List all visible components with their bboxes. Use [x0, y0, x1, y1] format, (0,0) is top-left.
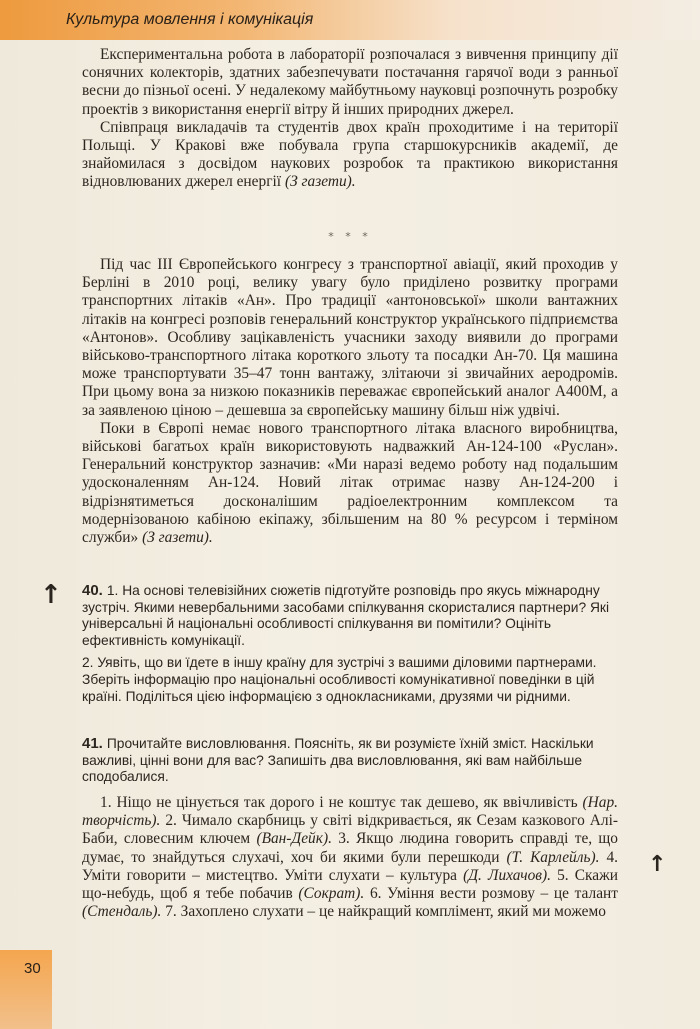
up-arrow-icon: ↑ — [40, 580, 62, 610]
task-40 — [82, 583, 626, 711]
article-middle — [82, 256, 618, 547]
paragraph: Під час ІІІ Європейського конгресу з транспортної авіації, який проходив у Берліні в 2010 році, велику увагу було приділено розвитку програми транспортних літаків «Ан». Про традиції «антоновської» школи вантажних літаків на конгресі розповів генеральний конструктор українського підприємства «Антонов». Особливу зацікавленість учасники заходу виявили до програми військово-транспортного літака короткого зльоту та посадки Ан-70. Ця машина може транспортувати 35–47 тонн вантажу, злітаючи зі звичайних аеродромів. При цьому вона за низкою показників переважає європейський аналог А400М, а за заявленою ціною – дешевша за європейську машину більш ніж удвічі. — [82, 256, 618, 419]
task-number: 41. — [82, 735, 103, 752]
task-text: Прочитайте висловлювання. Поясніть, як ви розумієте їхній зміст. Наскільки важливі, цінні вони для вас? Запишіть два висловлювання, які вам найбільше сподобалися. — [82, 736, 594, 785]
task-number: 40. — [82, 582, 103, 599]
paragraph: Експериментальна робота в лабораторії розпочалася з вивчення принципу дії сонячних колекторів, здатних забезпечувати постачання гарячої води з ранньої весни до пізньої осені. У недалекому майбутньому науковці розпочнуть розробку проектів з використання енергії вітру й інших природних джерел. — [82, 46, 618, 118]
page-number: 30 — [24, 960, 41, 977]
up-arrow-icon: ↑ — [648, 852, 667, 877]
task-41 — [82, 736, 626, 792]
task-item: 2. Уявіть, що ви їдете в іншу країну для зустрічі з вашими діловими партнерами. Зберіть інформацію про національні особливості комунікативної поведінки в цій країні. Поділіться цією інформацією з однокласниками, друзями чи рідними. — [82, 655, 597, 704]
quotes-block — [82, 794, 618, 921]
quotes-paragraph: 1. Ніщо не цінується так дорого і не коштує так дешево, як ввічливість (Нар. творчість). 2. Чимало скарбниць у світі відкривається, як Сезам казкового Алі-Баби, словесним ключем (Ван-Дейк). 3. Якщо людина говорить справді те, що думає, то знайдуться слухачі, хоч би якими були перешкоди (Т. Карлейль). 4. Уміти говорити – мистецтво. Уміти слухати – культура (Д. Лихачов). 5. Скажи що-небудь, щоб я тебе побачив (Сократ). 6. Уміння вести розмову – це талант (Стендаль). 7. Захоплено слухати – це найкращий комплімент, який ми можемо — [82, 794, 618, 921]
paragraph: Співпраця викладачів та студентів двох країн проходитиме і на території Польщі. У Кракові вже побувала група старшокурсників академії, де знайомилася з досвідом наукових розробок та практикою використання відновлюваних джерел енергії (З газети). — [82, 118, 618, 191]
paragraph: Поки в Європі немає нового транспортного літака власного виробництва, військові багатьох країн використовують надважкий Ан-124-100 «Руслан». Генеральний конструктор зазначив: «Ми наразі ведемо роботу над подальшим удосконаленням Ан-124. Новий літак отримає назву Ан-124-200 і відрізнятиметься досконалішим радіоелектронним комплексом та модернізованою кабіною екіпажу, збільшеним на 80 % ресурсом і терміном служби» (З газети). — [82, 419, 618, 547]
task-item: 1. На основі телевізійних сюжетів підготуйте розповідь про якусь міжнародну зустріч. Якими невербальними засобами спілкування скористалися партнери? Які універсальні й національні особливості спілкування ви помітили? Оцініть ефективність комунікації. — [82, 583, 610, 648]
article-top — [82, 46, 618, 192]
page-header-title: Культура мовлення і комунікація — [66, 11, 314, 28]
source-note: (З газети). — [284, 173, 356, 191]
source-note: (З газети). — [142, 529, 213, 547]
section-separator: * * * — [328, 230, 372, 243]
